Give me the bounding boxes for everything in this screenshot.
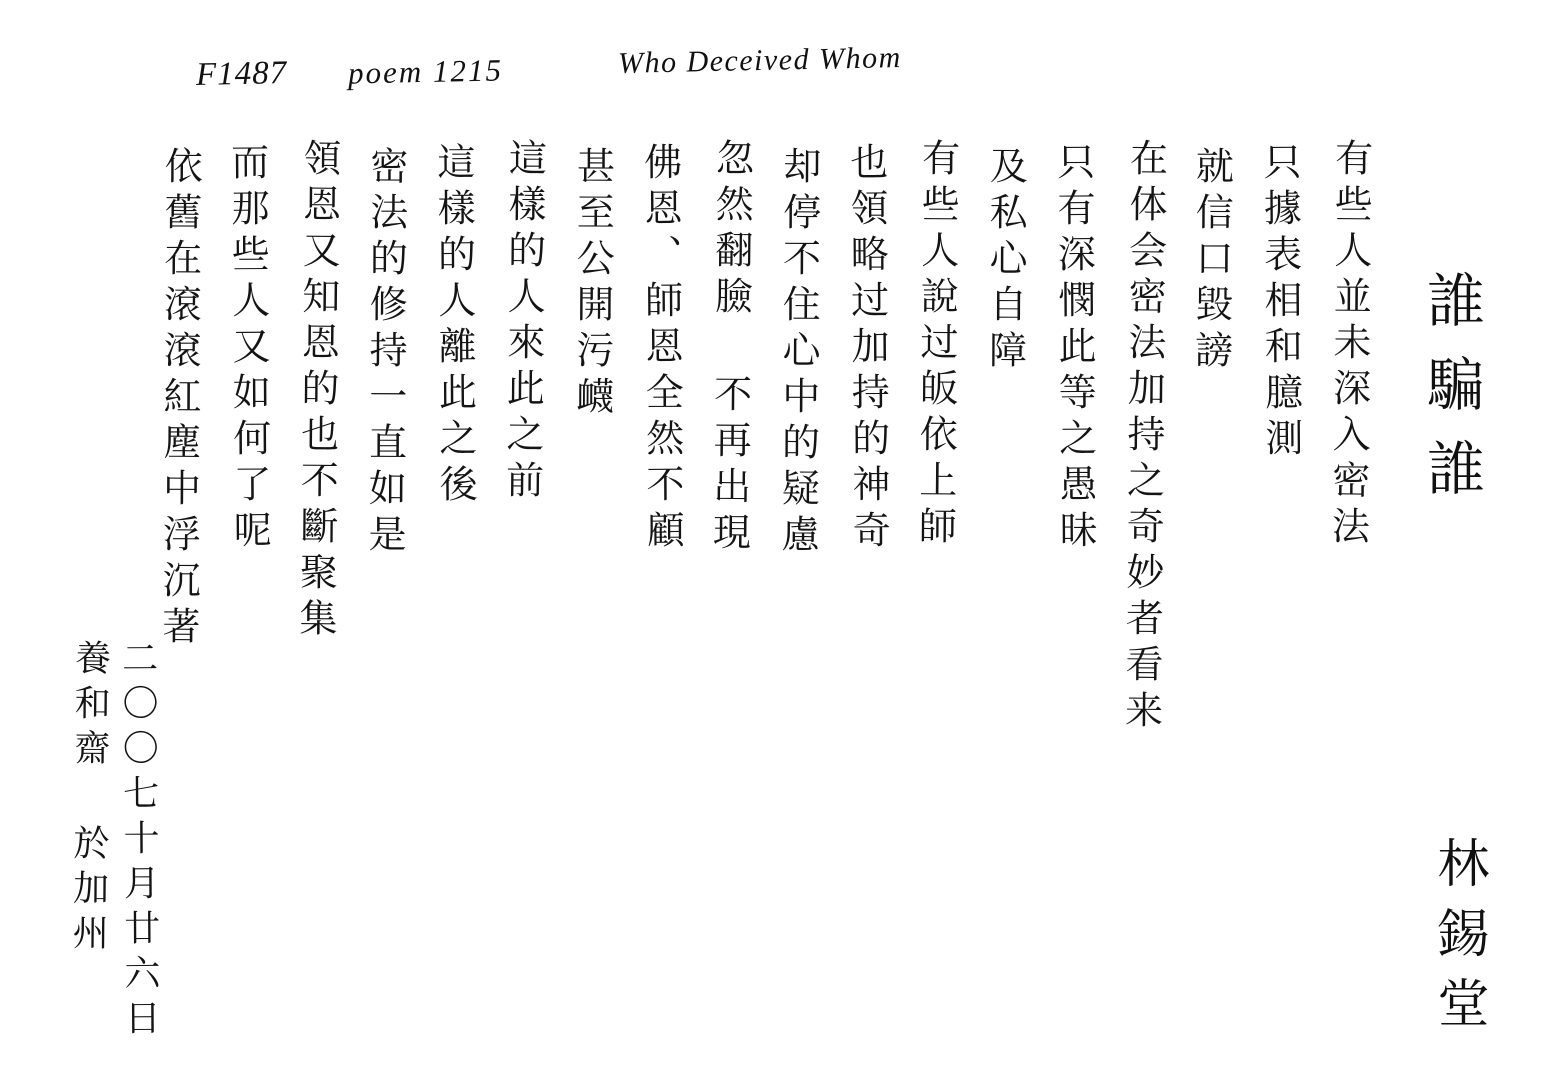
poem-column: 依舊在滾滾紅塵中浮沉著 bbox=[155, 145, 203, 653]
manuscript-reference: F1487 bbox=[195, 55, 288, 93]
poem-column: 而那些人又如何了呢 bbox=[224, 141, 272, 557]
poem-column: 甚至公開污衊 bbox=[569, 145, 615, 423]
poem-column: 密法的修持一直如是 bbox=[362, 145, 409, 561]
poem-column: 有些人說过皈依上師 bbox=[912, 137, 960, 553]
chinese-title: 誰騙誰 bbox=[1417, 270, 1485, 522]
colophon-date: 二〇〇七十月廿六日 bbox=[116, 638, 161, 1045]
poem-column: 佛恩、師恩全然不顧 bbox=[637, 141, 685, 557]
colophon-place: 養和齋 於加州 bbox=[66, 638, 111, 960]
english-title: Who Deceived Whom bbox=[617, 41, 903, 80]
poem-column: 就信口毀謗 bbox=[1188, 145, 1234, 377]
poem-column: 及私心自障 bbox=[982, 145, 1028, 377]
poem-column: 却停不住心中的疑慮 bbox=[775, 145, 822, 561]
poem-number: poem 1215 bbox=[347, 52, 504, 91]
poem-column: 在体会密法加持之奇妙者看来 bbox=[1117, 137, 1168, 737]
poem-column: 忽然翻臉 不再出現 bbox=[705, 137, 754, 559]
poem-column: 這樣的人來此之前 bbox=[499, 137, 547, 507]
poem-column: 有些人並未深入密法 bbox=[1325, 137, 1373, 553]
poem-column: 也領略过加持的神奇 bbox=[843, 141, 891, 557]
poem-column: 領恩又知恩的也不斷聚集 bbox=[292, 137, 341, 645]
poem-column: 只據表相和臆測 bbox=[1257, 141, 1304, 465]
poem-column: 這樣的人離此之後 bbox=[430, 141, 478, 511]
poem-column: 只有深憫此等之愚昧 bbox=[1050, 141, 1098, 557]
colophon bbox=[66, 638, 161, 1045]
author-signature: 林錫堂 bbox=[1428, 836, 1488, 1046]
